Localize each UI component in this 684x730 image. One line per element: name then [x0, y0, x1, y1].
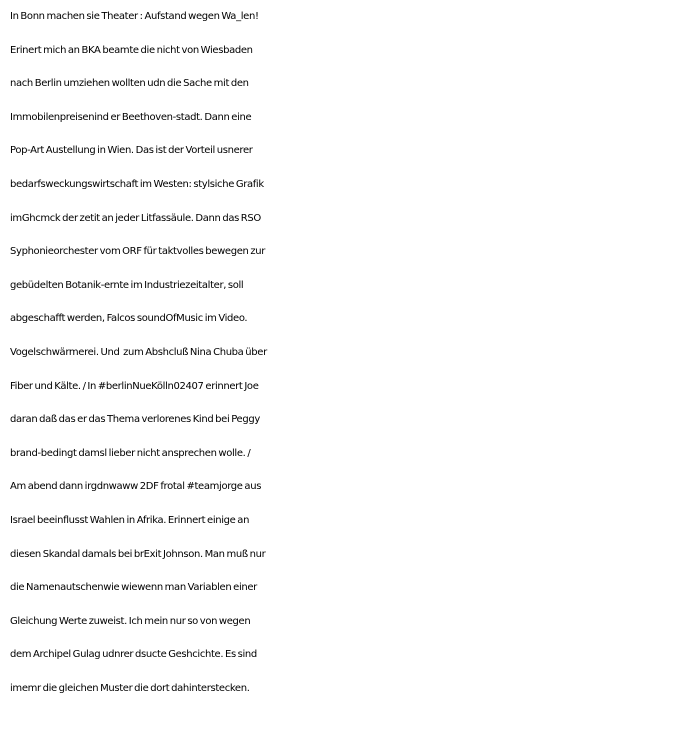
text-line: In Bonn machen sie Theater : Aufstand wegen Wa_len! [10, 11, 259, 22]
text-line: Vogelschwärmerei. Und zum Abshcluß Nina Chuba über [10, 346, 267, 358]
text-line: Fiber und Kälte. / In #berlinNueKölln02407 erinnert Joe [10, 380, 259, 392]
text-line: abgeschafft werden, Falcos soundOfMusic im Video. [10, 313, 248, 325]
text-line: Israel beeinflusst Wahlen in Afrika. Erinnert einige an [10, 514, 250, 526]
text-line: Gleichung Werte zuweist. Ich mein nur so von wegen [10, 615, 251, 627]
text-line: bedarfsweckungswirtschaft im Westen: stylsiche Grafik [10, 178, 264, 190]
text-line: Pop-Art Austellung in Wien. Das ist der Vorteil usnerer [10, 145, 253, 157]
document-text-block [10, 0, 682, 730]
text-line: imGhcmck der zetit an jeder Litfassäule. Dann das RSO [10, 212, 261, 224]
text-line: nach Berlin umziehen wollten udn die Sache mit den [10, 78, 249, 90]
text-line: die Namenautschenwie wiewenn man Variablen einer [10, 582, 257, 594]
text-line: daran daß das er das Thema verlorenes Kind bei Peggy [10, 414, 260, 426]
text-line: brand-bedingt damsl lieber nicht ansprechen wolle. / [10, 447, 251, 459]
text-line: Erinert mich an BKA beamte die nicht von Wiesbaden [10, 44, 253, 56]
text-line: imemr die gleichen Muster die dort dahinterstecken. [10, 682, 250, 694]
text-line: gebüdelten Botanik-ernte im Industriezeitalter, soll [10, 279, 244, 291]
text-line: Syphonieorchester vom ORF für taktvolles bewegen zur [10, 246, 266, 258]
text-line: Am abend dann irgdnwaww 2DF frotal #teamjorge aus [10, 481, 262, 493]
text-line: diesen Skandal damals bei brExit Johnson. Man muß nur [10, 548, 266, 560]
text-line: Immobilenpreisenind er Beethoven-stadt. Dann eine [10, 111, 252, 123]
text-line: dem Archipel Gulag udnrer dsucte Geshcichte. Es sind [10, 649, 257, 661]
